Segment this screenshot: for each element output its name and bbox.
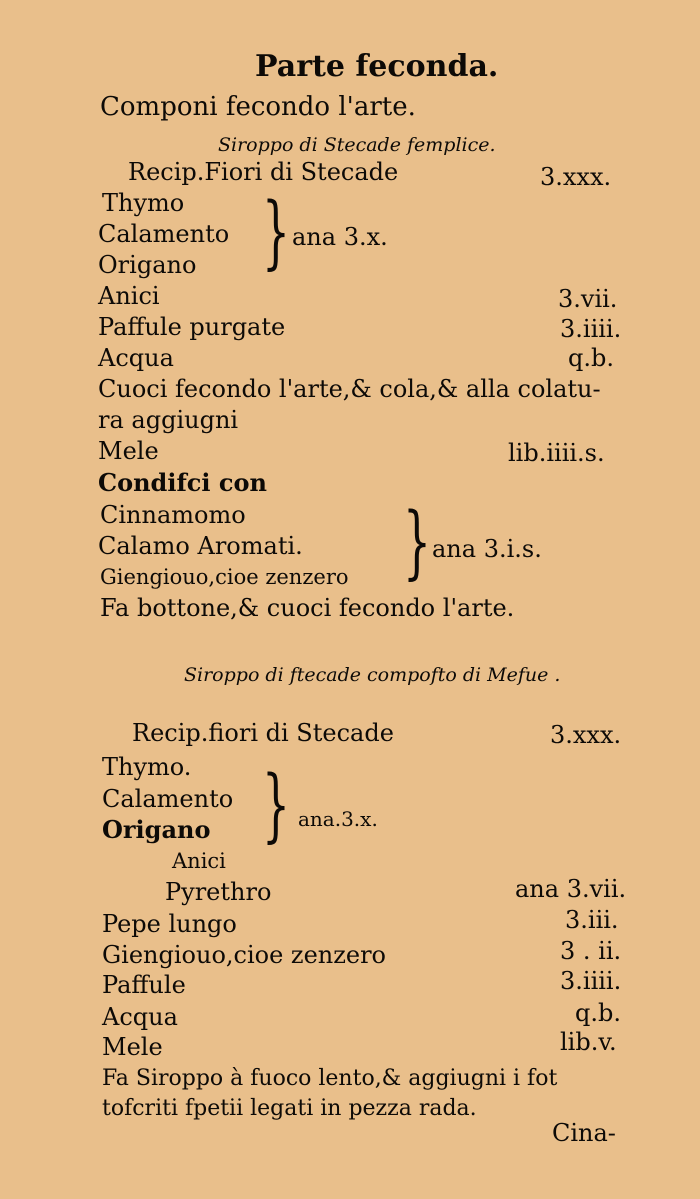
recipe1-cuoci-line1: Cuoci fecondo l'arte,& cola,& alla colatu- (98, 375, 601, 403)
brace-icon: } (262, 185, 290, 278)
recipe2-calamento: Calamento (102, 785, 234, 813)
brace-icon: } (262, 758, 290, 851)
recipe2-acqua: Acqua (102, 1003, 178, 1031)
recipe2-giengiouo-qty: 3 . ii. (560, 937, 622, 965)
recipe2-giengiouo: Giengiouo,cioe zenzero (102, 941, 387, 969)
recipe2-pyrethro: Pyrethro (165, 878, 272, 906)
recipe1-acqua: Acqua (98, 344, 174, 372)
recipe1-group1-qty: ana 3.x. (292, 223, 388, 251)
recipe1-anici-qty: 3.vii. (558, 285, 618, 313)
recipe1-fa-bottone: Fa bottone,& cuoci fecondo l'arte. (100, 594, 515, 622)
recipe2-pyrethro-qty: ana 3.vii. (515, 875, 627, 903)
recipe2-anici: Anici (172, 849, 226, 873)
recipe2-fa-line1: Fa Siroppo à fuoco lento,& aggiugni i fot (102, 1066, 558, 1091)
recipe1-thymo: Thymo (102, 189, 185, 217)
recipe2-origano: Origano (102, 815, 211, 844)
recipe2-title: Siroppo di ftecade compofto di Mefue . (184, 664, 561, 686)
recipe1-acqua-qty: q.b. (568, 344, 614, 372)
recipe2-thymo: Thymo. (102, 753, 192, 781)
recipe2-pepe-qty: 3.iii. (565, 906, 619, 934)
recipe1-group2-qty: ana 3.i.s. (432, 535, 542, 563)
page-header: Parte feconda. (255, 49, 499, 84)
recipe1-condifci: Condifci con (98, 468, 267, 497)
recipe1-recip-qty: 3.xxx. (540, 163, 612, 191)
recipe1-calamento: Calamento (98, 220, 230, 248)
recipe2-recip: Recip.fiori di Stecade (132, 719, 394, 747)
recipe1-recip: Recip.Fiori di Stecade (128, 158, 399, 186)
recipe2-mele: Mele (102, 1033, 163, 1061)
catchword: Cina- (552, 1119, 616, 1147)
recipe2-fa-line2: tofcriti fpetii legati in pezza rada. (102, 1096, 477, 1121)
recipe1-mele-qty: lib.iiii.s. (508, 439, 605, 467)
recipe1-paffule-qty: 3.iiii. (560, 315, 622, 343)
recipe2-group1-qty: ana.3.x. (298, 807, 378, 831)
recipe1-mele: Mele (98, 437, 159, 465)
recipe2-paffule-qty: 3.iiii. (560, 967, 622, 995)
recipe1-giengiouo: Giengiouo,cioe zenzero (100, 565, 349, 589)
recipe1-title: Siroppo di Stecade femplice. (218, 134, 496, 156)
recipe1-origano: Origano (98, 251, 197, 279)
recipe1-cuoci-line2: ra aggiugni (98, 406, 239, 434)
recipe2-recip-qty: 3.xxx. (550, 721, 622, 749)
recipe1-cinnamomo: Cinnamomo (100, 501, 246, 529)
recipe2-mele-qty: lib.v. (560, 1028, 617, 1056)
recipe2-paffule: Paffule (102, 971, 186, 999)
recipe1-calamo: Calamo Aromati. (98, 532, 303, 560)
intro-line: Componi fecondo l'arte. (100, 92, 416, 122)
recipe1-paffule: Paffule purgate (98, 313, 286, 341)
recipe2-pepe: Pepe lungo (102, 910, 237, 938)
brace-icon: } (403, 495, 431, 588)
recipe1-anici: Anici (98, 282, 160, 310)
recipe2-acqua-qty: q.b. (575, 999, 621, 1027)
